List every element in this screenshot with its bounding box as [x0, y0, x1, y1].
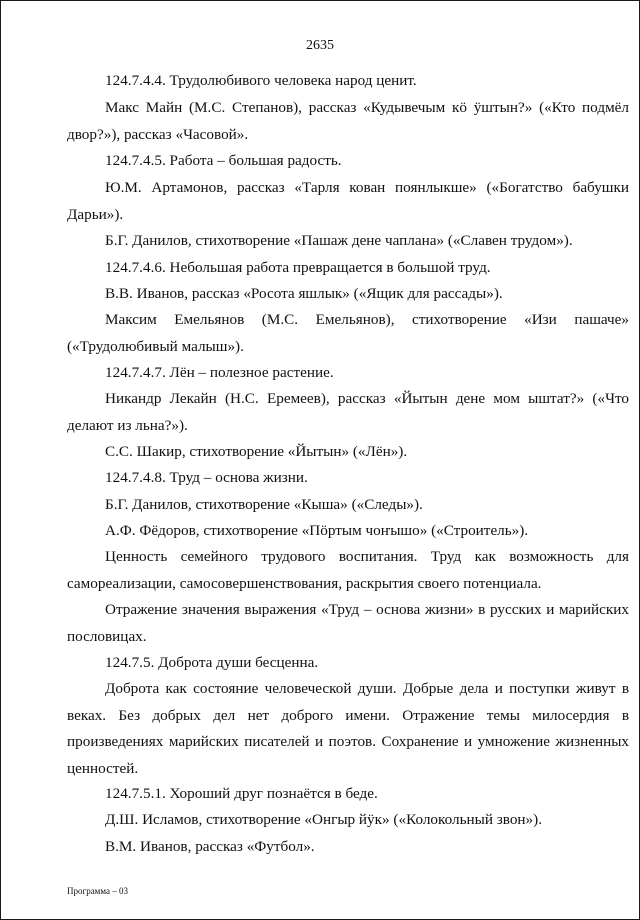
paragraph-section-124-7-5: 124.7.5. Доброта души бесценна.	[105, 654, 319, 671]
paragraph-section-124-7-5-1: 124.7.5.1. Хороший друг познаётся в беде.	[105, 785, 378, 802]
paragraph-maks-main: Макс Майн (М.С. Степанов), рассказ «Кудывечым кӧ ӱштын?» («Кто подмёл двор?»), рассказ «Часовой».	[67, 99, 629, 143]
paragraph-ivanov-2: В.М. Иванов, рассказ «Футбол».	[105, 838, 315, 855]
paragraph-emelyanov: Максим Емельянов (М.С. Емельянов), стихотворение «Изи пашаче» («Трудолюбивый малыш»).	[67, 311, 629, 355]
paragraph-fedorov: А.Ф. Фёдоров, стихотворение «Пӧртым чоҥышо» («Строитель»).	[105, 522, 529, 539]
paragraph-family-values: Ценность семейного трудового воспитания. Труд как возможность для самореализации, самосовершенствования, раскрытия своего потенциала.	[67, 548, 629, 592]
paragraph-danilov-2: Б.Г. Данилов, стихотворение «Кыша» («Следы»).	[105, 496, 423, 513]
paragraph-danilov-1: Б.Г. Данилов, стихотворение «Пашаж дене чаплана» («Славен трудом»).	[105, 232, 573, 249]
page-footer: Программа – 03	[67, 886, 129, 896]
paragraph-ivanov-1: В.В. Иванов, рассказ «Росота яшлык» («Ящик для рассады»).	[105, 285, 503, 302]
paragraph-kindness: Доброта как состояние человеческой души. Добрые дела и поступки живут в веках. Без добрых дел нет доброго имени. Отражение темы милосердия в произведениях марийских писателей и поэтов. Сохранение и умножение жизненных ценностей.	[67, 680, 629, 777]
paragraph-section-124-7-4-6: 124.7.4.6. Небольшая работа превращается в большой труд.	[105, 259, 491, 276]
paragraph-section-124-7-4-7: 124.7.4.7. Лён – полезное растение.	[105, 364, 334, 381]
paragraph-proverbs: Отражение значения выражения «Труд – основа жизни» в русских и марийских пословицах.	[67, 601, 629, 645]
page-number: 2635	[306, 38, 334, 53]
paragraph-lekain: Никандр Лекайн (Н.С. Еремеев), рассказ «Йытын дене мом ыштат?» («Что делают из льна?»).	[67, 390, 629, 434]
paragraph-section-124-7-4-4: 124.7.4.4. Трудолюбивого человека народ ценит.	[105, 72, 417, 89]
paragraph-section-124-7-4-8: 124.7.4.8. Труд – основа жизни.	[105, 469, 308, 486]
paragraph-section-124-7-4-5: 124.7.4.5. Работа – большая радость.	[105, 152, 342, 169]
paragraph-islamov: Д.Ш. Исламов, стихотворение «Онгыр йӱк» («Колокольный звон»).	[105, 811, 543, 828]
paragraph-shakir: С.С. Шакир, стихотворение «Йытын» («Лён»).	[105, 443, 408, 460]
paragraph-artamonov: Ю.М. Артамонов, рассказ «Тарля кован поянлыкше» («Богатство бабушки Дарьи»).	[67, 179, 629, 223]
